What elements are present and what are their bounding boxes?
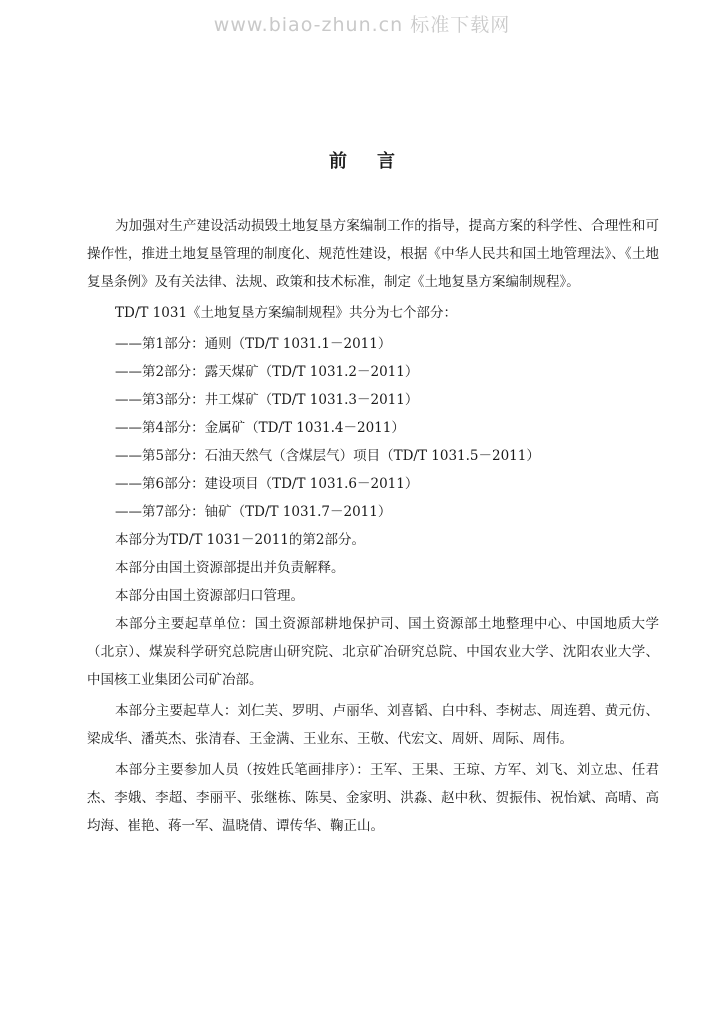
part-item: ——第2部分：露天煤矿（TD/T 1031.2－2011） bbox=[115, 364, 419, 380]
participants-paragraph: 本部分主要参加人员（按姓氏笔画排序）：王军、王果、王琼、方军、刘飞、刘立忠、任君杰、李娥、李超、李丽平、张继栋、陈昊、金家明、洪淼、赵中秋、贺振伟、祝怡斌、高晴、高均海、崔艳、蒋一军、温晓倩、谭传华、鞠正山。 bbox=[87, 762, 659, 834]
part-item: ——第1部分：通则（TD/T 1031.1－2011） bbox=[115, 336, 392, 352]
intro-paragraph: 为加强对生产建设活动损毁土地复垦方案编制工作的指导，提高方案的科学性、合理性和可操作性，推进土地复垦管理的制度化、规范性建设，根据《中华人民共和国土地管理法》、《土地复垦条例》及有关法律、法规、政策和技术标准，制定《土地复垦方案编制规程》。 bbox=[87, 218, 659, 290]
part-item: ——第5部分：石油天然气（含煤层气）项目（TD/T 1031.5－2011） bbox=[115, 448, 540, 464]
drafting-units-paragraph: 本部分主要起草单位：国土资源部耕地保护司、国土资源部土地整理中心、中国地质大学（北京）、煤炭科学研究总院唐山研究院、北京矿冶研究总院、中国农业大学、沈阳农业大学、中国核工业集团公司矿冶部。 bbox=[87, 616, 659, 688]
part-item: ——第4部分：金属矿（TD/T 1031.4－2011） bbox=[115, 420, 405, 436]
managed-by-statement: 本部分由国土资源部归口管理。 bbox=[115, 588, 304, 604]
drafters-paragraph: 本部分主要起草人：刘仁芙、罗明、卢丽华、刘喜韬、白中科、李树志、周连碧、黄元仿、梁成华、潘英杰、张清春、王金满、王业东、王敬、代宏文、周妍、周际、周伟。 bbox=[87, 703, 659, 747]
part-item: ——第7部分：铀矿（TD/T 1031.7－2011） bbox=[115, 504, 392, 520]
part-item: ——第3部分：井工煤矿（TD/T 1031.3－2011） bbox=[115, 392, 419, 408]
parts-intro: TD/T 1031《土地复垦方案编制规程》共分为七个部分： bbox=[115, 305, 458, 321]
document-body bbox=[87, 212, 659, 840]
proposed-by-statement: 本部分由国土资源部提出并负责解释。 bbox=[115, 560, 345, 576]
part-item: ——第6部分：建设项目（TD/T 1031.6－2011） bbox=[115, 476, 419, 492]
this-part-statement: 本部分为TD/T 1031－2011的第2部分。 bbox=[115, 532, 365, 548]
watermark: www.biao-zhun.cn 标准下载网 bbox=[213, 14, 511, 36]
page-title: 前言 bbox=[329, 151, 425, 172]
